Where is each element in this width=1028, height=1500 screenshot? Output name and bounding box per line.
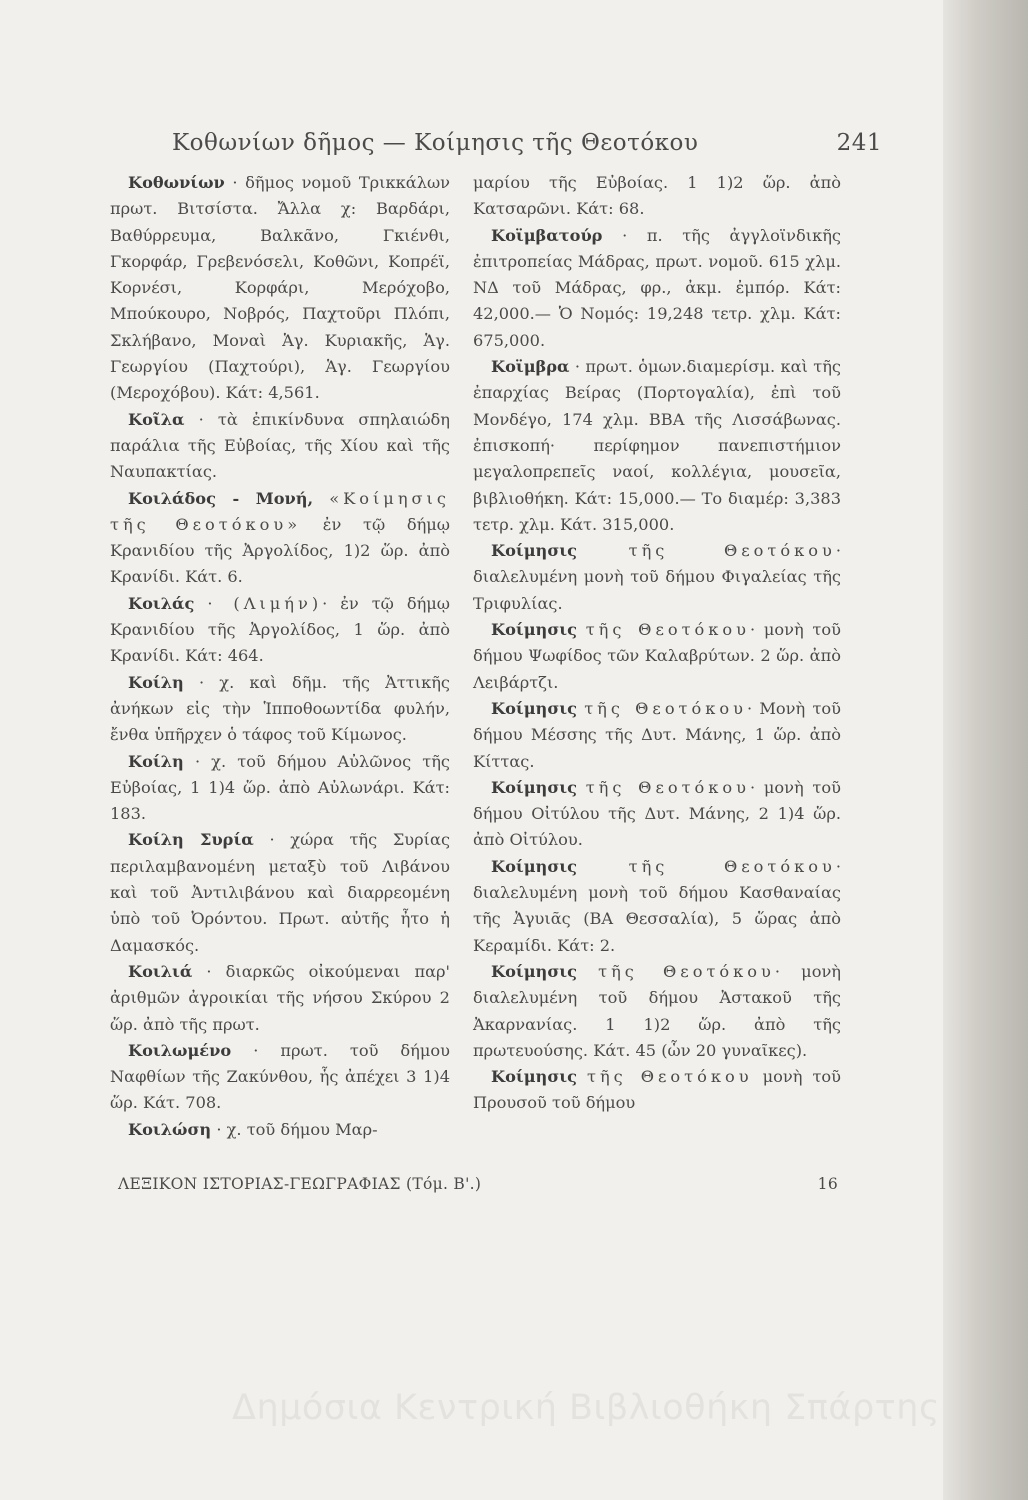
dictionary-entry: [110, 1117, 450, 1143]
entry-text: · Μονὴ τοῦ δήμου Μέσσης τῆς Δυτ. Μάνης, 1 ὥρ. ἀπὸ Κίττας.: [473, 698, 841, 771]
dictionary-entry: [110, 170, 450, 407]
dictionary-entry: [110, 486, 450, 591]
entry-headword: Κοίμησις: [491, 961, 577, 981]
entry-text: · χ. τοῦ δήμου Μαρ-: [216, 1119, 378, 1139]
entry-text: · τὰ ἐπικίνδυνα σπηλαιώδη παράλια τῆς Εὐβοίας, τῆς Χίου καὶ τῆς Ναυπακτίας.: [110, 409, 450, 482]
entry-text: · χώρα τῆς Συρίας περιλαμβανομένη μεταξὺ τοῦ Λιβάνου καὶ τοῦ Ἀντιλιβάνου καὶ διαρρεομένη ὑπὸ τοῦ Ὀρόντου. Πρωτ. αὐτῆς ἦτο ἡ Δαμασκός.: [110, 830, 451, 955]
entry-text: · διαλελυμένη μονὴ τοῦ δήμου Κασθαναίας τῆς Ἀγυιᾶς (ΒΑ Θεσσαλία), 5 ὥρας ἀπὸ Κεραμίδι. Κάτ: 2.: [473, 856, 841, 955]
entry-headword: Κοθωνίων: [128, 173, 225, 192]
dictionary-entry: [110, 1038, 450, 1117]
entry-text: μαρίου τῆς Εὐβοίας. 1 1)2 ὥρ. ἀπὸ Κατσαρῶνι. Κάτ: 68.: [473, 173, 841, 219]
entry-text: · διαλελυμένη μονὴ τοῦ δήμου Φιγαλείας τῆς Τριφυλίας.: [473, 541, 841, 613]
dictionary-entry: [110, 749, 450, 828]
entry-text: · μονὴ τοῦ δήμου Ψωφίδος τῶν Καλαβρύτων. 2 ὥρ. ἀπὸ Λειβάρτζι.: [473, 620, 841, 692]
dictionary-entry: [473, 696, 841, 775]
dictionary-entry: [473, 538, 841, 617]
entry-text: μονὴ τοῦ Προυσοῦ τοῦ δήμου: [473, 1067, 841, 1113]
dictionary-entry: [473, 617, 841, 696]
page-number: 241: [836, 130, 882, 156]
dictionary-entry: [110, 959, 450, 1038]
dictionary-entry: [473, 775, 841, 854]
entry-headword: Κοιλιά: [128, 961, 193, 981]
entry-headword: Κοιλωμένο: [128, 1040, 232, 1060]
volume-label: ΛΕΞΙΚΟΝ ΙΣΤΟΡΙΑΣ-ΓΕΩΓΡΑΦΙΑΣ (Τόμ. Β'.): [118, 1175, 482, 1193]
entry-spaced-name: τῆς Θεοτόκου: [585, 620, 750, 640]
running-title: Κοθωνίων δῆμος — Κοίμησις τῆς Θεοτόκου: [172, 130, 699, 156]
dictionary-entry: [110, 670, 450, 749]
entry-text: · πρωτ. τοῦ δήμου Ναφθίων τῆς Ζακύνθου, ἧς ἀπέχει 3 1)4 ὥρ. Κάτ. 708.: [110, 1040, 450, 1113]
entry-headword: Κοίμησις: [491, 777, 577, 797]
entry-headword: Κοίμησις: [491, 1067, 577, 1087]
entry-headword: Κοῖλα: [128, 409, 185, 429]
entry-headword: Κοίμησις: [491, 856, 577, 876]
entry-spaced-name: τῆς Θεοτόκου: [587, 1067, 753, 1087]
library-watermark: Δημόσια Κεντρική Βιβλιοθήκη Σπάρτης: [232, 1388, 940, 1428]
entry-headword: Κοιλάς: [128, 593, 195, 613]
dictionary-entry: [110, 407, 450, 486]
entry-headword: Κοίμησις: [491, 698, 577, 718]
entry-headword: Κοιλάδος - Μονή,: [128, 488, 314, 508]
dictionary-entry: [110, 827, 450, 958]
entry-text: · χ. τοῦ δήμου Αὐλῶνος τῆς Εὐβοίας, 1 1)4 ὥρ. ἀπὸ Αὐλωνάρι. Κάτ: 183.: [110, 751, 450, 824]
entry-headword: Κοίλη Συρία: [128, 830, 254, 850]
dictionary-entry: [473, 854, 841, 959]
right-column: [473, 170, 841, 1117]
entry-text: · πρωτ. ὁμων.διαμερίσμ. καὶ τῆς ἐπαρχίας Βείρας (Πορτογαλία), ἐπὶ τοῦ Μονδέγο, 174 χλμ. ΒΒΑ τῆς Λισσάβωνας. ἐπισκοπή· περίφημον πανεπιστήμιον μεγαλοπρεπεῖς ναοί, κολλέγια, μουσεῖα, βιβλιοθήκη. Κάτ: 15,000.— Το διαμέρ: 3,383 τετρ. χλμ. Κάτ. 315,000.: [473, 357, 841, 534]
dictionary-entry: [473, 1064, 841, 1117]
dictionary-entry: [473, 959, 841, 1064]
left-column: [110, 170, 450, 1143]
entry-text: · μονὴ τοῦ δήμου Οἰτύλου τῆς Δυτ. Μάνης, 2 1)4 ὥρ. ἀπὸ Οἰτύλου.: [473, 777, 841, 850]
entry-text: · διαρκῶς οἰκούμεναι παρ' ἀριθμῶν ἀγροικίαι τῆς νήσου Σκύρου 2 ὥρ. ἀπὸ τῆς πρωτ.: [110, 961, 450, 1034]
entry-spaced-name: τῆς Θεοτόκου: [584, 698, 747, 718]
entry-spaced-name: · (Λιμήν): [207, 593, 323, 613]
entry-text: ἐν τῷ δήμῳ Κρανιδίου τῆς Ἀργολίδος, 1)2 ὥρ. ἀπὸ Κρανίδι. Κάτ. 6.: [110, 514, 450, 587]
entry-spaced-name: τῆς Θεοτόκου: [628, 541, 836, 561]
entry-spaced-name: τῆς Θεοτόκου: [628, 856, 836, 876]
page-edge-shadow: [943, 0, 1028, 1500]
entry-headword: Κοίμησις: [491, 620, 577, 640]
entry-spaced-name: τῆς Θεοτόκου: [598, 961, 775, 981]
dictionary-entry: [473, 354, 841, 538]
entry-spaced-name: «Κοίμησις τῆς Θεοτόκου»: [110, 488, 450, 534]
entry-text: · ἐν τῷ δήμῳ Κρανιδίου τῆς Ἀργολίδος, 1 ὥρ. ἀπὸ Κρανίδι. Κάτ: 464.: [110, 593, 450, 666]
entry-headword: Κοϊμβρα: [491, 357, 570, 377]
signature-mark: 16: [817, 1175, 838, 1193]
entry-headword: Κοιλώση: [128, 1119, 212, 1139]
entry-spaced-name: τῆς Θεοτόκου: [585, 777, 750, 797]
entry-text: · π. τῆς ἀγγλοϊνδικῆς ἐπιτροπείας Μάδρας, πρωτ. νομοῦ. 615 χλμ. ΝΔ τοῦ Μάδρας, φρ., ἀκμ. ἐμπόρ. Κάτ: 42,000.— Ὁ Νομός: 19,248 τετρ. χλμ. Κάτ: 675,000.: [473, 225, 841, 350]
entry-headword: Κοίλη: [128, 751, 184, 771]
entry-headword: Κοϊμβατούρ: [491, 225, 603, 245]
dictionary-entry: [110, 591, 450, 670]
dictionary-entry: [473, 223, 841, 354]
entry-text: · μονὴ διαλελυμένη τοῦ δήμου Ἀστακοῦ τῆς Ἀκαρνανίας. 1 1)2 ὥρ. ἀπὸ τῆς πρωτευούσης. Κάτ. 45 (ὧν 20 γυναῖκες).: [473, 961, 841, 1060]
entry-headword: Κοίμησις: [491, 541, 577, 561]
entry-text: · χ. καὶ δῆμ. τῆς Ἀττικῆς ἀνήκων εἰς τὴν Ἱπποθοωντίδα φυλήν, ἔνθα ὑπῆρχεν ὁ τάφος τοῦ Κίμωνος.: [110, 672, 450, 745]
dictionary-entry: [473, 170, 841, 223]
entry-text: · δῆμος νομοῦ Τρικκάλων πρωτ. Βιτσίστα. Ἄλλα χ: Βαρδάρι, Βαθύρρευμα, Βαλκᾶνο, Γκιένθι, Γκορφάρ, Γρεβενόσελι, Κοθῶνι, Κοπρέϊ, Κορνέσι, Κορφάρι, Μερόχοβο, Μπούκουρο, Νοβρός, Παχτοῦρι Πλόπι, Σκλήβανο, Μοναὶ Ἁγ. Κυριακῆς, Ἁγ. Γεωργίου (Παχτούρι), Ἁγ. Γεωργίου (Μεροχόβου). Κάτ: 4,561.: [110, 173, 450, 403]
entry-headword: Κοίλη: [128, 672, 184, 692]
